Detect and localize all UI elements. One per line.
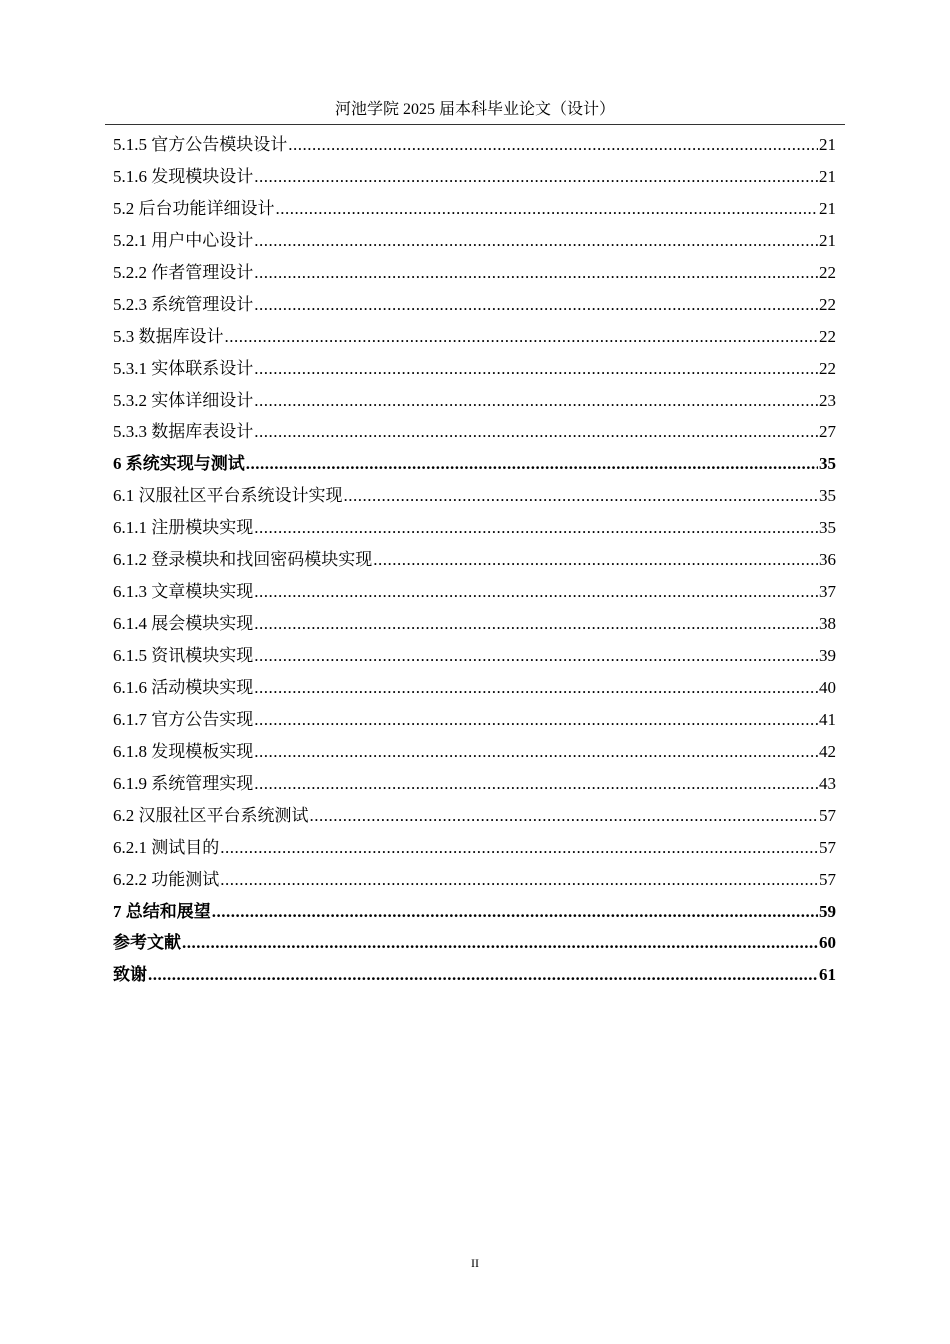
toc-leader-dots xyxy=(254,512,818,544)
table-of-contents xyxy=(113,129,836,991)
toc-leader-dots xyxy=(254,704,818,736)
toc-entry[interactable] xyxy=(113,672,836,704)
toc-entry[interactable] xyxy=(113,385,836,417)
toc-leader-dots xyxy=(344,480,819,512)
toc-leader-dots xyxy=(182,927,818,959)
toc-entry-page: 22 xyxy=(819,262,836,282)
toc-leader-dots xyxy=(254,161,818,193)
toc-entry-title: 6.1.6 活动模块实现 xyxy=(113,677,254,697)
toc-entry-page: 22 xyxy=(819,326,836,346)
toc-entry-title: 5.3.3 数据库表设计 xyxy=(113,422,254,442)
toc-entry-title: 致谢 xyxy=(113,965,147,985)
toc-entry-page: 39 xyxy=(819,646,836,665)
toc-entry-title: 5.3.2 实体详细设计 xyxy=(113,390,254,410)
toc-leader-dots xyxy=(288,129,818,161)
toc-entry-title: 6.1 汉服社区平台系统设计实现 xyxy=(113,486,343,506)
toc-entry[interactable] xyxy=(113,768,836,800)
running-header: 河池学院 2025 届本科毕业论文（设计） xyxy=(334,101,615,118)
toc-entry-page: 43 xyxy=(819,773,836,793)
toc-entry[interactable] xyxy=(113,576,836,608)
toc-entry-title: 6.2.1 测试目的 xyxy=(113,837,220,857)
toc-entry[interactable] xyxy=(113,353,836,385)
toc-entry-title: 6.1.5 资讯模块实现 xyxy=(113,646,254,665)
toc-leader-dots xyxy=(212,896,818,928)
toc-entry-page: 23 xyxy=(819,390,836,410)
toc-entry[interactable] xyxy=(113,864,836,896)
toc-leader-dots xyxy=(246,448,818,480)
toc-leader-dots xyxy=(220,832,818,864)
toc-entry-page: 22 xyxy=(819,358,836,378)
toc-entry-page: 21 xyxy=(819,230,836,250)
toc-entry-title: 6 系统实现与测试 xyxy=(113,454,245,474)
toc-entry-title: 6.2.2 功能测试 xyxy=(113,869,220,889)
toc-entry-page: 38 xyxy=(819,614,836,634)
toc-entry-page: 59 xyxy=(819,901,836,921)
toc-leader-dots xyxy=(373,544,818,576)
toc-entry-page: 57 xyxy=(819,869,836,889)
toc-entry-title: 5.2.1 用户中心设计 xyxy=(113,230,254,250)
toc-entry-page: 41 xyxy=(819,709,836,729)
toc-entry[interactable] xyxy=(113,448,836,480)
toc-leader-dots xyxy=(254,416,818,448)
toc-leader-dots xyxy=(225,321,819,353)
toc-entry[interactable] xyxy=(113,832,836,864)
toc-entry[interactable] xyxy=(113,129,836,161)
toc-entry-page: 27 xyxy=(819,422,836,442)
toc-entry[interactable] xyxy=(113,289,836,321)
toc-entry[interactable] xyxy=(113,736,836,768)
toc-entry-title: 6.1.4 展会模块实现 xyxy=(113,614,254,634)
toc-entry-page: 57 xyxy=(819,837,836,857)
toc-leader-dots xyxy=(254,385,818,417)
toc-entry-title: 6.1.1 注册模块实现 xyxy=(113,518,254,538)
toc-leader-dots xyxy=(254,736,818,768)
toc-entry-title: 参考文献 xyxy=(113,933,181,953)
toc-entry-page: 35 xyxy=(819,518,836,538)
toc-entry[interactable] xyxy=(113,225,836,257)
toc-entry-page: 37 xyxy=(819,582,836,602)
toc-leader-dots xyxy=(254,608,818,640)
toc-leader-dots xyxy=(148,959,818,991)
toc-leader-dots xyxy=(220,864,818,896)
toc-entry-title: 6.2 汉服社区平台系统测试 xyxy=(113,805,309,825)
page-number: II xyxy=(471,1256,479,1270)
toc-entry[interactable] xyxy=(113,512,836,544)
toc-entry-title: 7 总结和展望 xyxy=(113,901,211,921)
toc-entry[interactable] xyxy=(113,800,836,832)
toc-entry[interactable] xyxy=(113,544,836,576)
toc-leader-dots xyxy=(254,768,818,800)
toc-entry-page: 35 xyxy=(819,454,836,474)
header-divider xyxy=(105,124,845,125)
toc-leader-dots xyxy=(254,353,818,385)
toc-entry[interactable] xyxy=(113,480,836,512)
toc-entry-title: 6.1.8 发现模板实现 xyxy=(113,741,254,761)
toc-entry-page: 36 xyxy=(819,550,836,570)
toc-leader-dots xyxy=(254,257,818,289)
toc-entry-page: 21 xyxy=(819,135,836,154)
toc-entry-title: 6.1.2 登录模块和找回密码模块实现 xyxy=(113,550,373,570)
toc-leader-dots xyxy=(254,225,818,257)
toc-entry[interactable] xyxy=(113,321,836,353)
toc-entry-title: 5.3.1 实体联系设计 xyxy=(113,358,254,378)
toc-entry[interactable] xyxy=(113,416,836,448)
toc-leader-dots xyxy=(254,289,818,321)
toc-entry-page: 35 xyxy=(819,486,836,506)
toc-entry-title: 5.1.5 官方公告模块设计 xyxy=(113,135,288,154)
toc-entry[interactable] xyxy=(113,608,836,640)
toc-entry[interactable] xyxy=(113,193,836,225)
toc-leader-dots xyxy=(254,640,818,672)
toc-entry-page: 61 xyxy=(819,965,836,985)
toc-leader-dots xyxy=(254,576,818,608)
toc-entry-title: 6.1.3 文章模块实现 xyxy=(113,582,254,602)
toc-entry-title: 6.1.7 官方公告实现 xyxy=(113,709,254,729)
toc-entry-page: 42 xyxy=(819,741,836,761)
toc-entry[interactable] xyxy=(113,896,836,928)
toc-entry-title: 5.2.2 作者管理设计 xyxy=(113,262,254,282)
toc-entry-page: 60 xyxy=(819,933,836,953)
toc-entry[interactable] xyxy=(113,161,836,193)
toc-leader-dots xyxy=(254,672,818,704)
toc-entry[interactable] xyxy=(113,640,836,672)
toc-leader-dots xyxy=(310,800,819,832)
toc-entry-page: 22 xyxy=(819,294,836,314)
toc-entry-page: 21 xyxy=(819,198,836,218)
toc-entry-title: 5.2.3 系统管理设计 xyxy=(113,294,254,314)
toc-leader-dots xyxy=(276,193,819,225)
toc-entry-title: 6.1.9 系统管理实现 xyxy=(113,773,254,793)
toc-entry-page: 40 xyxy=(819,677,836,697)
toc-entry-title: 5.3 数据库设计 xyxy=(113,326,224,346)
toc-entry-page: 21 xyxy=(819,166,836,186)
toc-entry[interactable] xyxy=(113,959,836,991)
toc-entry[interactable] xyxy=(113,927,836,959)
toc-entry-title: 5.2 后台功能详细设计 xyxy=(113,198,275,218)
toc-entry-page: 57 xyxy=(819,805,836,825)
toc-entry[interactable] xyxy=(113,704,836,736)
toc-entry[interactable] xyxy=(113,257,836,289)
toc-entry-title: 5.1.6 发现模块设计 xyxy=(113,166,254,186)
